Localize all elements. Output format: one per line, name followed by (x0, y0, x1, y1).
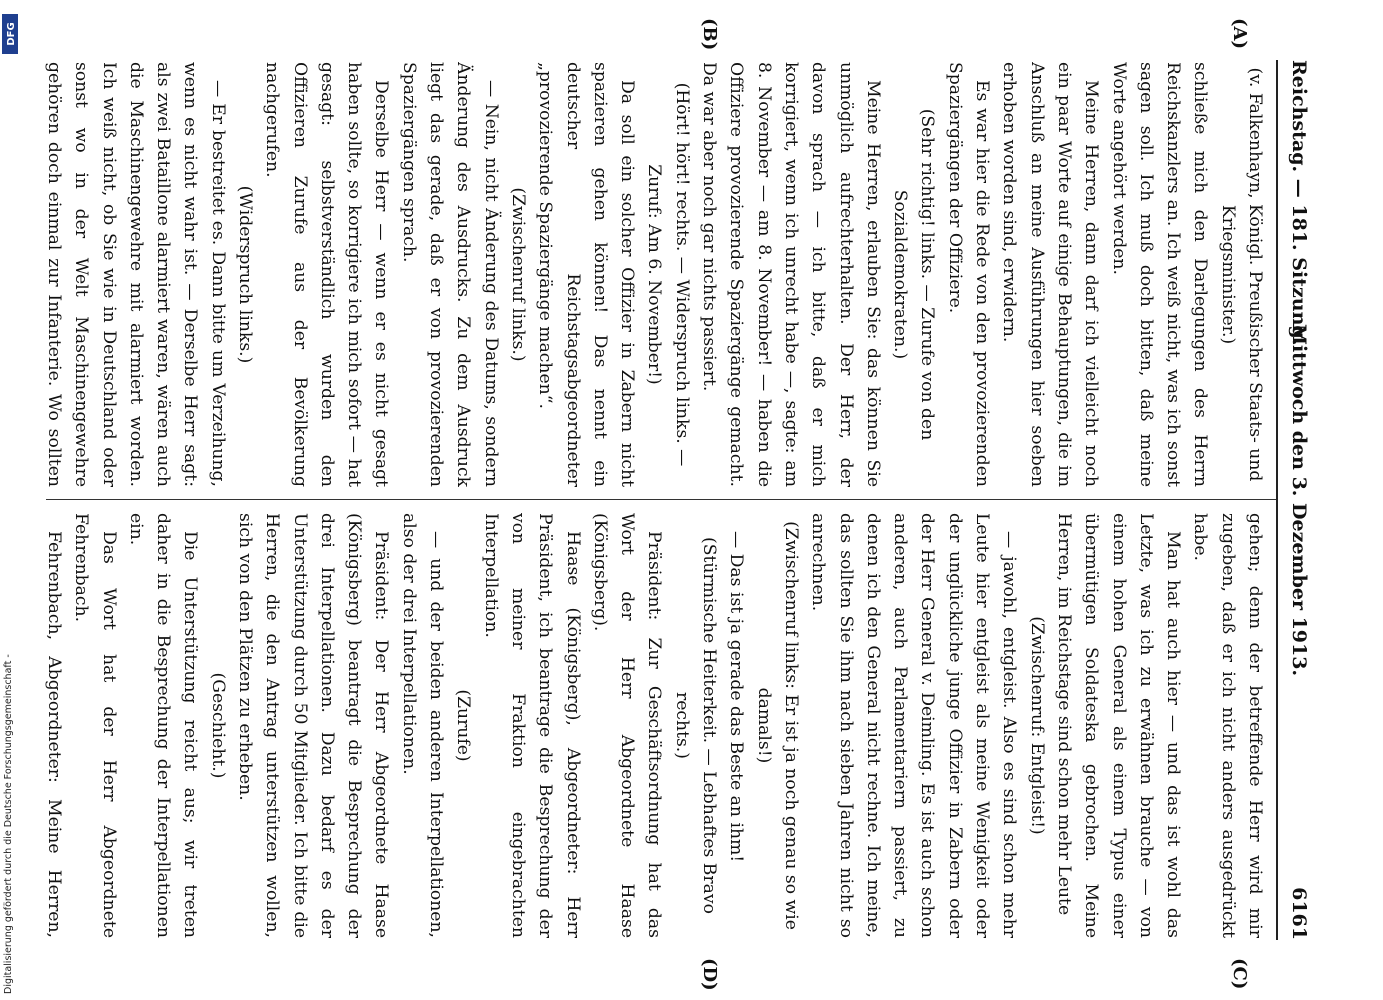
paragraph: Fehrenbach, Abgeordneter: Meine Herren, (43, 531, 64, 938)
interjection: (Sehr richtig! links. — Zurufe von den Sozialdemokraten.) (890, 108, 938, 441)
interjection: (Geschieht.) (207, 672, 228, 779)
header-date: Mittwoch den 3. Dezember 1913. (1288, 323, 1310, 677)
interjection: (Hört! hört! rechts. — Widerspruch links. — Zuruf: Am 6. November!) (644, 82, 692, 467)
paragraph: Man hat auch hier — und das ist wohl das Letzte, was ich zu erwähnen brauche — von einem hohen General als einem Typus einer übermütigen Soldateska gebrochen. Meine Herren, im Reichstage sind schon mehr Leute (1053, 513, 1184, 938)
paragraph: Meine Herren, erlauben Sie: das können Sie unmöglich aufrechterhalten. Der Herr, der davon sprach — ich bitte, daß er mich korrigiert, wenn ich unrecht habe —, sagte: am 8. November — am 8. November! — haben die Offiziere provozierende Spaziergänge gemacht. Da war aber noch gar nichts passiert. (699, 62, 883, 487)
column-divider (46, 499, 1276, 500)
left-text-column (43, 62, 1268, 487)
paragraph: Meine Herren, dann darf ich vielleicht noch ein paar Worte auf einige Behauptungen, die im Anschluß an meine Ausführungen hier soeben erhoben worden sind, erwidern. (999, 62, 1102, 487)
paragraph: Präsident: Der Herr Abgeordnete Haase (Königsberg) beantragt die Besprechung der drei Interpellationen. Dazu bedarf es der Unterstützung durch 50 Mitglieder. Ich bitte die Herren, die den Antrag unterstützen wollen, sich von den Plätzen zu erheben. (235, 513, 392, 938)
header-section-title: Reichstag. — 181. Sitzung. (1288, 60, 1310, 346)
interjection: (Zurufe) (453, 689, 474, 762)
rotated-page (20, 0, 1340, 1000)
paragraph: Das Wort hat der Herr Abgeordnete Fehrenbach. (71, 513, 119, 938)
margin-mark-b: (B) (699, 18, 720, 51)
header-page-number: 6161 (1288, 887, 1310, 940)
paragraph: Präsident: Zur Geschäftsordnung hat das Wort der Herr Abgeordnete Haase (Königsberg). (589, 513, 665, 938)
paragraph: — jawohl, entgleist. Also es sind schon mehr Leute hier entgleist als meine Wenigkeit oder der unglückliche junge Offizier in Zabern oder der Herr General v. Deimling. Es ist auch schon anderen, auch Parlamentariern passiert, zu denen ich den General nicht rechne. Ich meine, das sollten Sie ihm nach sieben Jahren nicht so anrechnen. (808, 513, 1020, 938)
page-header (1284, 60, 1310, 940)
paragraph: Haase (Königsberg), Abgeordneter: Herr Präsident, ich beantrage die Besprechung der von meiner Fraktion eingebrachten Interpellation. (480, 513, 583, 938)
header-rule (1276, 60, 1278, 940)
interjection: (Stürmische Heiterkeit. — Lebhaftes Bravo rechts.) (671, 537, 720, 914)
interjection: (Zwischenruf: Entgleist!) (1026, 616, 1047, 835)
margin-mark-a: (A) (1229, 18, 1250, 49)
paragraph: — Er bestreitet es. Dann bitte um Verzeihung, wenn es nicht wahr ist. — Derselbe Herr sagt: als zwei Bataillone alarmiert waren, wären auch die Maschinengewehre mit alarmiert worden. Ich weiß nicht, ob Sie wie in Deutschland oder sonst wo in der Welt Maschinengewehre gehören doch einmal zur Infanterie. Wo sollten (43, 62, 228, 487)
paragraph: — und der beiden anderen Interpellationen, also der drei Interpellationen. (398, 513, 447, 938)
paragraph: Derselbe Herr — wenn er es nicht gesagt haben sollte, so korrigiere ich mich sofort — hat gesagt: selbstverständlich wurden den Offizieren Zurufe aus der Bevölkerung nachgerufen. (262, 62, 392, 487)
paragraph: Es war hier die Rede von den provozierenden Spaziergängen der Offiziere. (944, 62, 993, 487)
right-text-column (43, 513, 1268, 938)
paragraph: Die Unterstützung reicht aus; wir treten daher in die Besprechung der Interpellationen ein. (125, 513, 201, 938)
digitization-credit: Digitalisierung gefördert durch die Deutsche Forschungsgemeinschaft - (3, 654, 14, 994)
interjection: (Widerspruch links.) (235, 185, 256, 364)
digitization-credit-strip (0, 0, 22, 1000)
paragraph: — Nein, nicht Änderung des Datums, sondern Änderung des Ausdrucks. Zu dem Ausdruck liegt das gerade, daß er von provozierenden Spaziergängen sprach. (398, 62, 501, 487)
svg-text:DFG: DFG (6, 22, 17, 46)
margin-mark-c: (C) (1229, 958, 1250, 990)
dfg-logo-icon (2, 14, 18, 54)
interjection: (Zwischenruf links: Er ist ja noch genau so wie damals!) (753, 521, 801, 930)
paragraph: gehen; denn der betreffende Herr wird mir zugeben, daß er ich nicht anders ausgedrückt habe. (1190, 513, 1265, 938)
paragraph: Da soll ein solcher Offizier in Zabern nicht spazieren gehen können! Das nennt ein deutscher Reichstagsabgeordneter „provozierende Spaziergänge machen“. (535, 62, 638, 487)
speaker-line: (v. Falkenhayn, Königl. Preußischer Staats- und Kriegsminister.) (1217, 67, 1265, 482)
margin-mark-d: (D) (699, 958, 720, 991)
interjection: (Zwischenruf links.) (507, 187, 528, 362)
paragraph: schließe mich den Darlegungen des Herrn Reichskanzlers an. Ich weiß nicht, was ich sonst sagen soll. Ich muß doch bitten, daß meine Worte angehört werden. (1108, 62, 1211, 487)
paragraph: — Das ist ja gerade das Beste an ihm! (726, 531, 747, 863)
